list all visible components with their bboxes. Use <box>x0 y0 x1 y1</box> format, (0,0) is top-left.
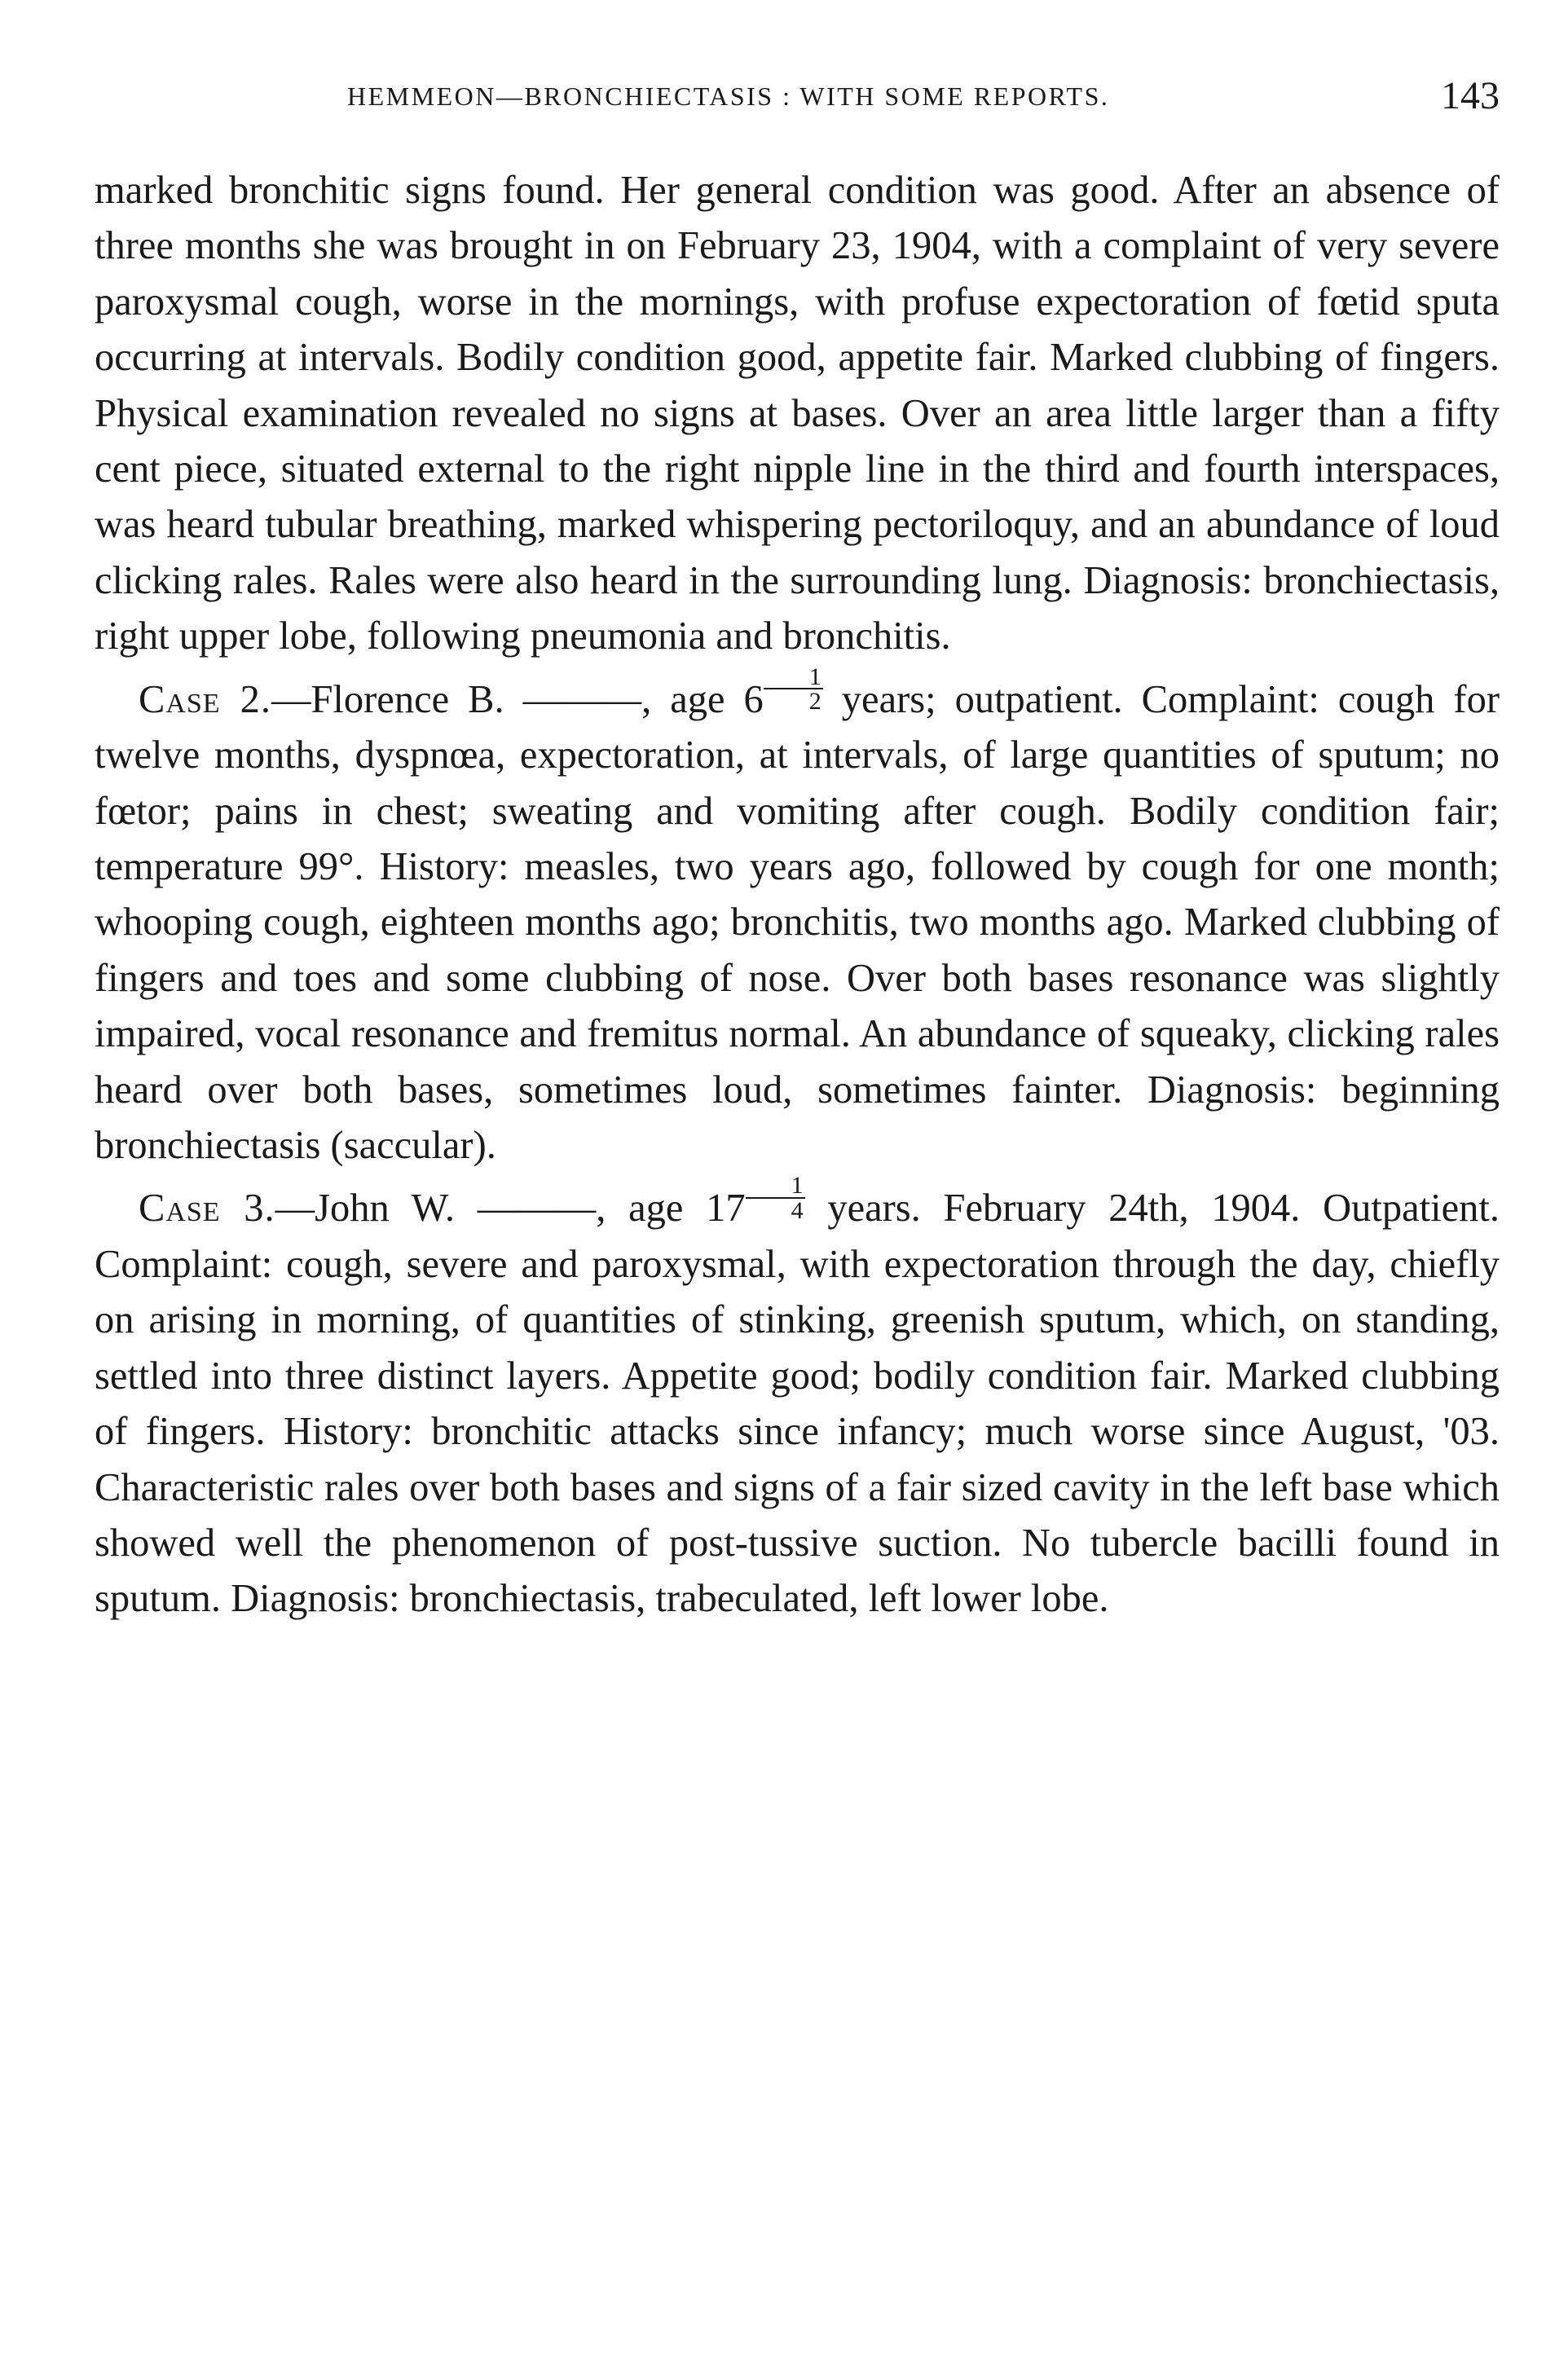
case2-text: years; outpatient. Complaint: cough for twelve months, dyspnœa, expectoration, at intervals, of large quantities of sputum; no fœtor; pains in chest; sweating and vomiting after cough. Bodily condition fair; temperature 99°. History: measles, two years ago, followed by cough for one month; whooping cough, eighteen months ago; bronchitis, two months ago. Marked clubbing of fingers and toes and some clubbing of nose. Over both bases resonance was slightly impaired, vocal resonance and fremitus normal. An abundance of squeaky, clicking rales heard over both bases, sometimes loud, sometimes fainter. Diagnosis: beginning bronchiectasis (saccular). <box>95 677 1500 1168</box>
case2-paragraph <box>95 662 1500 1174</box>
body-text <box>95 163 1500 1627</box>
case1-continuation-paragraph: marked bronchitic signs found. Her general condition was good. After an absence of three months she was brought in on February 23, 1904, with a complaint of very severe paroxysmal cough, worse in the mornings, with profuse expectoration of fœtid sputa occurring at intervals. Bodily condition good, appetite fair. Marked clubbing of fingers. Physical examination revealed no signs at bases. Over an area little larger than a fifty cent piece, situated external to the right nipple line in the third and fourth interspaces, was heard tubular breathing, marked whispering pectoriloquy, and an abundance of loud clicking rales. Rales were also heard in the surrounding lung. Diagnosis: bronchiectasis, right upper lobe, following pneumonia and bronchitis. <box>95 169 1500 658</box>
running-title: HEMMEON—BRONCHIECTASIS : WITH SOME REPORTS. <box>347 81 1110 111</box>
case3-name: —John W. ———, age 17 <box>275 1187 746 1231</box>
case3-age-fraction <box>746 1171 805 1224</box>
case2-fraction-numerator: 1 <box>764 665 823 690</box>
case3-text: years. February 24th, 1904. Outpatient. Complaint: cough, severe and paroxysmal, with expectoration through the day, chiefly on arising in morning, of quantities of stinking, greenish sputum, which, on standing, settled into three distinct layers. Appetite good; bodily condition fair. Marked clubbing of fingers. History: bronchitic attacks since infancy; much worse since August, '03. Characteristic rales over both bases and signs of a fair sized cavity in the left base which showed well the phenomenon of post-tussive suction. No tubercle bacilli found in sputum. Diagnosis: bronchiectasis, trabeculated, left lower lobe. <box>95 1187 1500 1621</box>
case2-name: —Florence B. ———, age 6 <box>271 677 764 721</box>
page-number: 143 <box>1441 74 1500 117</box>
running-head <box>95 72 1500 129</box>
case3-paragraph <box>95 1171 1500 1627</box>
case3-label: Case 3. <box>139 1187 275 1231</box>
case2-fraction-denominator: 2 <box>808 687 821 716</box>
case2-label: Case 2. <box>139 677 271 721</box>
case3-fraction-numerator: 1 <box>746 1174 805 1199</box>
case3-fraction-denominator: 4 <box>791 1196 804 1224</box>
case2-age-fraction <box>764 662 823 716</box>
